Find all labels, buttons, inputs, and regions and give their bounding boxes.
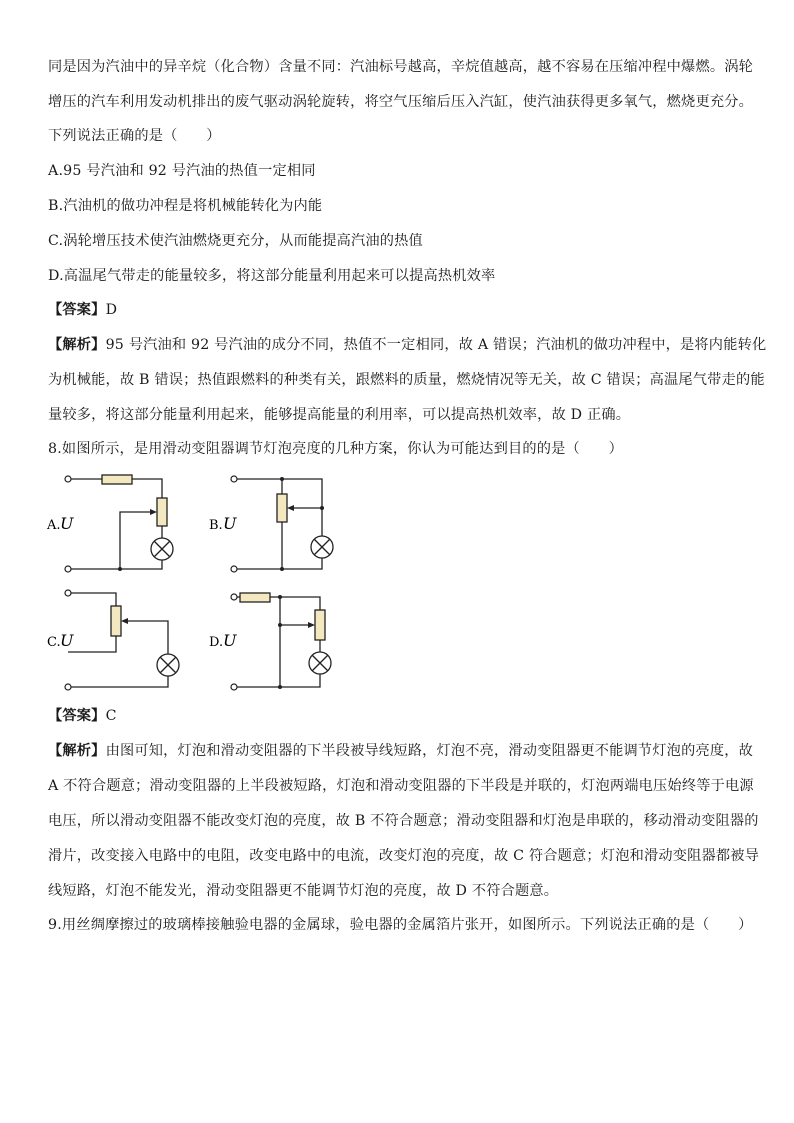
q7-analysis-line1 [48, 335, 767, 355]
q8-answer [48, 706, 754, 726]
voltage-label-a: U [60, 514, 74, 533]
slider-arrow [150, 509, 157, 515]
q7-analysis-line2: 为机械能，故 B 错误；热值跟燃料的种类有关，跟燃料的质量，燃烧情况等无关，故 C 错误；高温尾气带走的能 [48, 372, 765, 388]
q7-analysis-line3: 量较多，将这部分能量利用起来，能够提高能量的利用率，可以提高热机效率，故 D 正确。 [48, 407, 631, 423]
analysis-text: 95 号汽油和 92 号汽油的成分不同，热值不一定相同，故 A 错误；汽油机的做功冲程中，是将内能转化 [105, 337, 767, 353]
q9-stem: 9.用丝绸摩擦过的玻璃棒接触验电器的金属球，验电器的金属箔片张开，如图所示。下列说法正确的是（ ） [48, 917, 753, 933]
option-label-c: C. [47, 635, 61, 650]
answer-value: C [105, 708, 117, 724]
q7-option-b: B.汽油机的做功冲程是将机械能转化为内能 [48, 198, 323, 214]
circuit-diagram-b [206, 472, 341, 576]
option-label-d: D. [209, 635, 224, 650]
q8-stem: 8.如图所示，是用滑动变阻器调节灯泡亮度的几种方案，你认为可能达到目的的是（ ） [48, 441, 624, 457]
q7-intro-line1: 同是因为汽油中的异辛烷（化合物）含量不同：汽油标号越高，辛烷值越高，越不容易在压缩冲程中爆燃。涡轮 [48, 59, 753, 75]
q8-analysis-line5: 线短路，灯泡不能发光，滑动变阻器更不能调节灯泡的亮度，故 D 不符合题意。 [48, 883, 559, 899]
option-label-b: B. [209, 518, 223, 533]
circuit-diagram-a [44, 472, 184, 576]
voltage-label-c: U [60, 631, 74, 650]
analysis-tag: 【解析】 [48, 743, 106, 759]
q7-option-c: C.涡轮增压技术使汽油燃烧更充分，从而能提高汽油的热值 [48, 233, 423, 249]
circuit-diagram-d [206, 588, 341, 694]
answer-tag: 【答案】 [48, 708, 106, 724]
analysis-text: 由图可知，灯泡和滑动变阻器的下半段被导线短路，灯泡不亮，滑动变阻器更不能调节灯泡的亮度，故 [105, 743, 754, 759]
option-label-a: A. [47, 518, 61, 533]
slider-arrow [121, 618, 128, 624]
circuit-figure-b [206, 472, 341, 576]
q7-intro-line2: 增压的汽车利用发动机排出的废气驱动涡轮旋转，将空气压缩后压入汽缸，使汽油获得更多氧气，燃烧更充分。 [48, 94, 753, 110]
analysis-tag: 【解析】 [48, 337, 106, 353]
q8-analysis-line4: 滑片，改变接入电路中的电阻，改变电路中的电流，改变灯泡的亮度，故 C 符合题意；灯泡和滑动变阻器都被导 [48, 848, 760, 864]
circuit-diagram-c [44, 588, 184, 694]
q7-option-d: D.高温尾气带走的能量较多，将这部分能量利用起来可以提高热机效率 [48, 268, 496, 284]
slider-arrow [287, 505, 294, 511]
circuit-figure-a [44, 472, 184, 576]
slider-arrow [308, 622, 315, 628]
q8-analysis-line1 [48, 741, 754, 761]
voltage-label-d: U [223, 631, 237, 650]
q7-stem: 下列说法正确的是（ ） [48, 128, 221, 144]
circuit-figure-c [44, 588, 184, 694]
q8-analysis-line2: A 不符合题意；滑动变阻器的上半段被短路，灯泡和滑动变阻器的下半段是并联的，灯泡两端电压始终等于电源 [48, 778, 754, 794]
circuit-figure-d [206, 588, 341, 694]
q8-analysis-line3: 电压，所以滑动变阻器不能改变灯泡的亮度，故 B 不符合题意；滑动变阻器和灯泡是串联的，移动滑动变阻器的 [48, 813, 759, 829]
voltage-label-b: U [223, 514, 237, 533]
answer-value: D [105, 302, 118, 318]
q7-answer [48, 300, 754, 320]
q7-option-a: A.95 号汽油和 92 号汽油的热值一定相同 [48, 163, 316, 179]
answer-tag: 【答案】 [48, 302, 106, 318]
